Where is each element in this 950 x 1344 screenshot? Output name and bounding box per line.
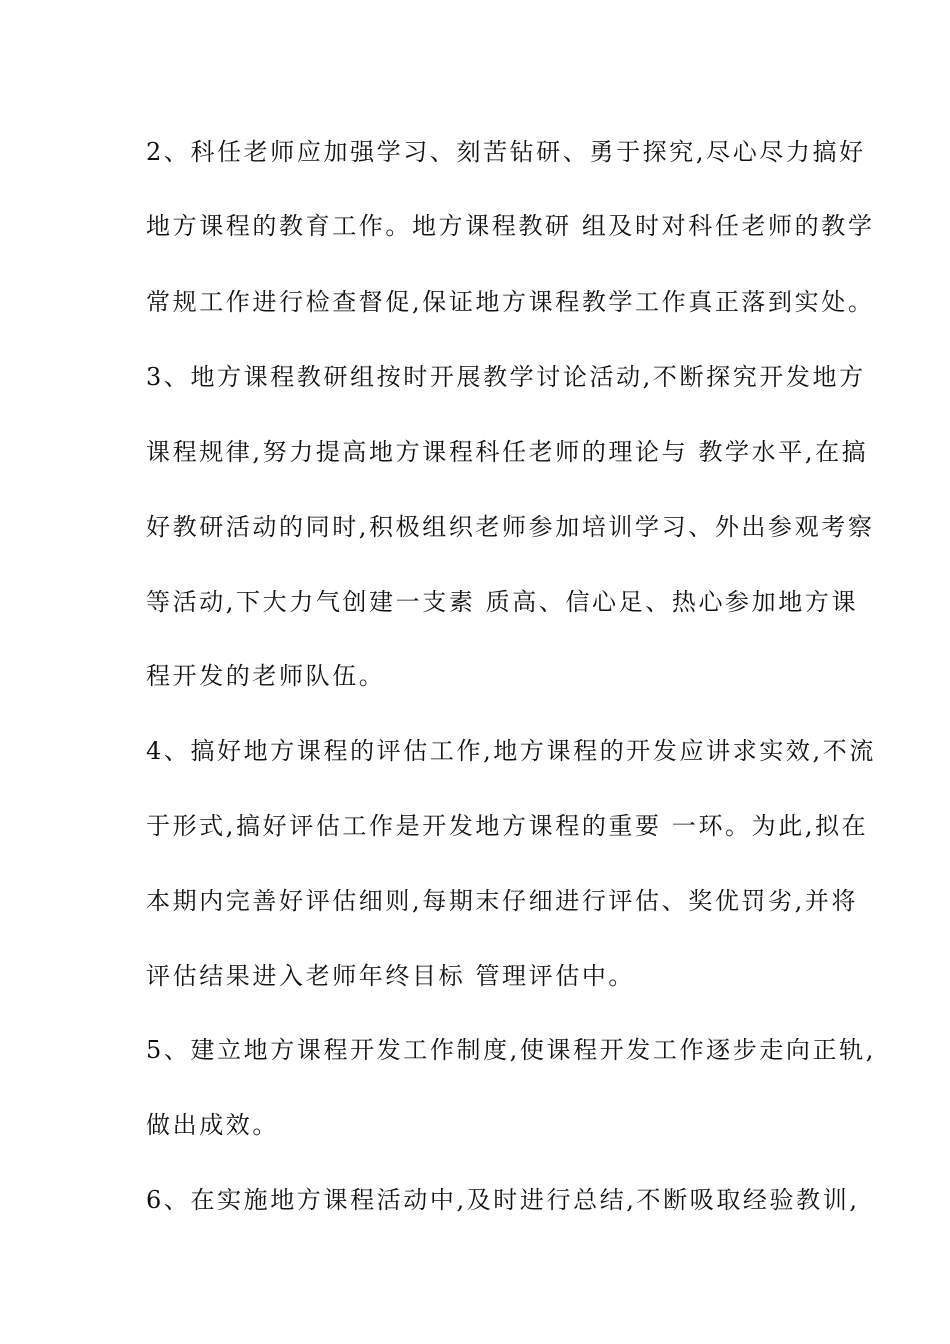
text-line: 课程规律,努力提高地方课程科任老师的理论与 教学水平,在搞	[146, 438, 869, 466]
text-line: 做出成效。	[146, 1111, 279, 1139]
text-line: 5、建立地方课程开发工作制度,使课程开发工作逐步走向正轨,	[146, 1036, 876, 1064]
text-line: 本期内完善好评估细则,每期末仔细进行评估、奖优罚劣,并将	[146, 887, 859, 915]
text-line: 常规工作进行检查督促,保证地方课程教学工作真正落到实处。	[146, 288, 875, 316]
text-line: 评估结果进入老师年终目标 管理评估中。	[146, 962, 636, 990]
text-line: 地方课程的教育工作。地方课程教研 组及时对科任老师的教学	[146, 212, 875, 240]
text-line: 6、在实施地方课程活动中,及时进行总结,不断吸取经验教训,	[146, 1186, 860, 1214]
text-line: 于形式,搞好评估工作是开发地方课程的重要 一环。为此,拟在	[146, 812, 869, 840]
text-line: 4、搞好地方课程的评估工作,地方课程的开发应讲求实效,不流	[146, 737, 876, 765]
text-line: 程开发的老师队伍。	[146, 662, 386, 690]
text-line: 好教研活动的同时,积极组织老师参加培训学习、外出参观考察	[146, 513, 875, 541]
text-line: 3、地方课程教研组按时开展教学讨论活动,不断探究开发地方	[146, 363, 866, 391]
text-line: 等活动,下大力气创建一支素 质高、信心足、热心参加地方课	[146, 588, 859, 616]
text-line: 2、科任老师应加强学习、刻苦钻研、勇于探究,尽心尽力搞好	[146, 138, 866, 166]
